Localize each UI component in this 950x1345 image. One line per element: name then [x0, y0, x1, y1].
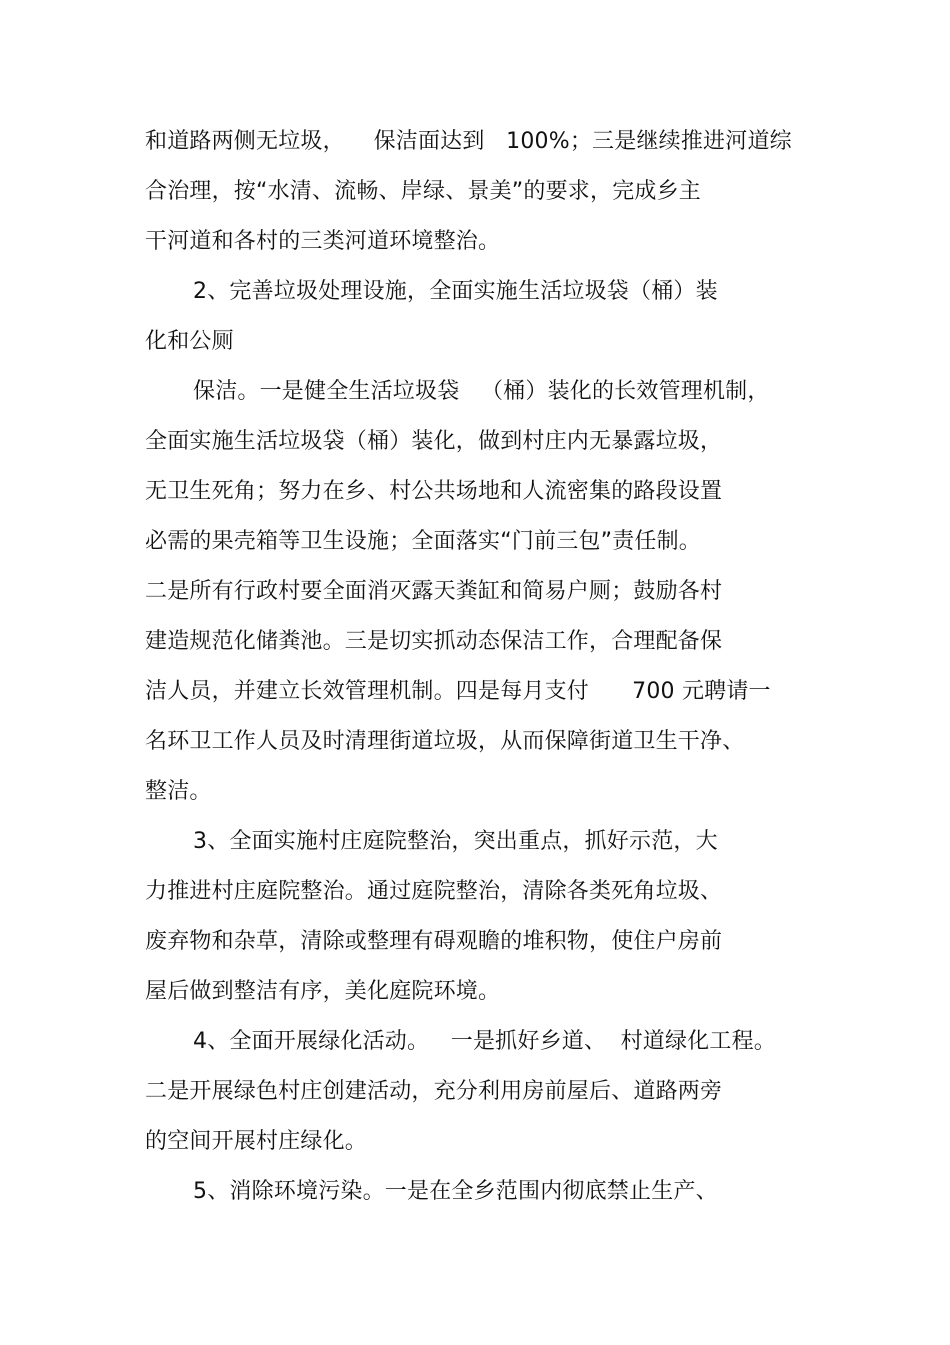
text-line: 必需的果壳箱等卫生设施；全面落实“门前三包”责任制。 [145, 529, 701, 554]
text-line: 名环卫工作人员及时清理街道垃圾，从而保障街道卫生干净、 [145, 729, 745, 754]
text-line: 保洁。一是健全生活垃圾袋 （桶）装化的长效管理机制， [193, 379, 770, 404]
text-line: 整洁。 [145, 779, 212, 804]
text-line: 干河道和各村的三类河道环境整治。 [145, 229, 501, 254]
paragraph-heading: 2、完善垃圾处理设施，全面实施生活垃圾袋（桶）装 [193, 279, 718, 304]
text-line: 二是开展绿色村庄创建活动，充分利用房前屋后、道路两旁 [145, 1079, 723, 1104]
text-line: 建造规范化储粪池。三是切实抓动态保洁工作，合理配备保 [145, 629, 723, 654]
text-line: 和道路两侧无垃圾， 保洁面达到 100%；三是继续推进河道综 [145, 129, 792, 154]
text-line: 合治理，按“水清、流畅、岸绿、景美”的要求，完成乡主 [145, 179, 701, 204]
text-line: 的空间开展村庄绿化。 [145, 1129, 368, 1154]
text-line: 化和公厕 [145, 329, 234, 354]
text-line: 二是所有行政村要全面消灭露天粪缸和简易户厕；鼓励各村 [145, 579, 723, 604]
text-line: 屋后做到整洁有序，美化庭院环境。 [145, 979, 501, 1004]
paragraph-heading: 5、消除环境污染。一是在全乡范围内彻底禁止生产、 [193, 1179, 718, 1204]
text-line: 洁人员，并建立长效管理机制。四是每月支付 700 元聘请一 [145, 679, 771, 704]
paragraph-heading: 4、全面开展绿化活动。 一是抓好乡道、 村道绿化工程。 [193, 1029, 776, 1054]
text-line: 力推进村庄庭院整治。通过庭院整治，清除各类死角垃圾、 [145, 879, 723, 904]
text-line: 无卫生死角；努力在乡、村公共场地和人流密集的路段设置 [145, 479, 723, 504]
text-line: 全面实施生活垃圾袋（桶）装化，做到村庄内无暴露垃圾， [145, 429, 723, 454]
text-line: 废弃物和杂草，清除或整理有碍观瞻的堆积物，使住户房前 [145, 929, 723, 954]
paragraph-heading: 3、全面实施村庄庭院整治，突出重点，抓好示范，大 [193, 829, 718, 854]
